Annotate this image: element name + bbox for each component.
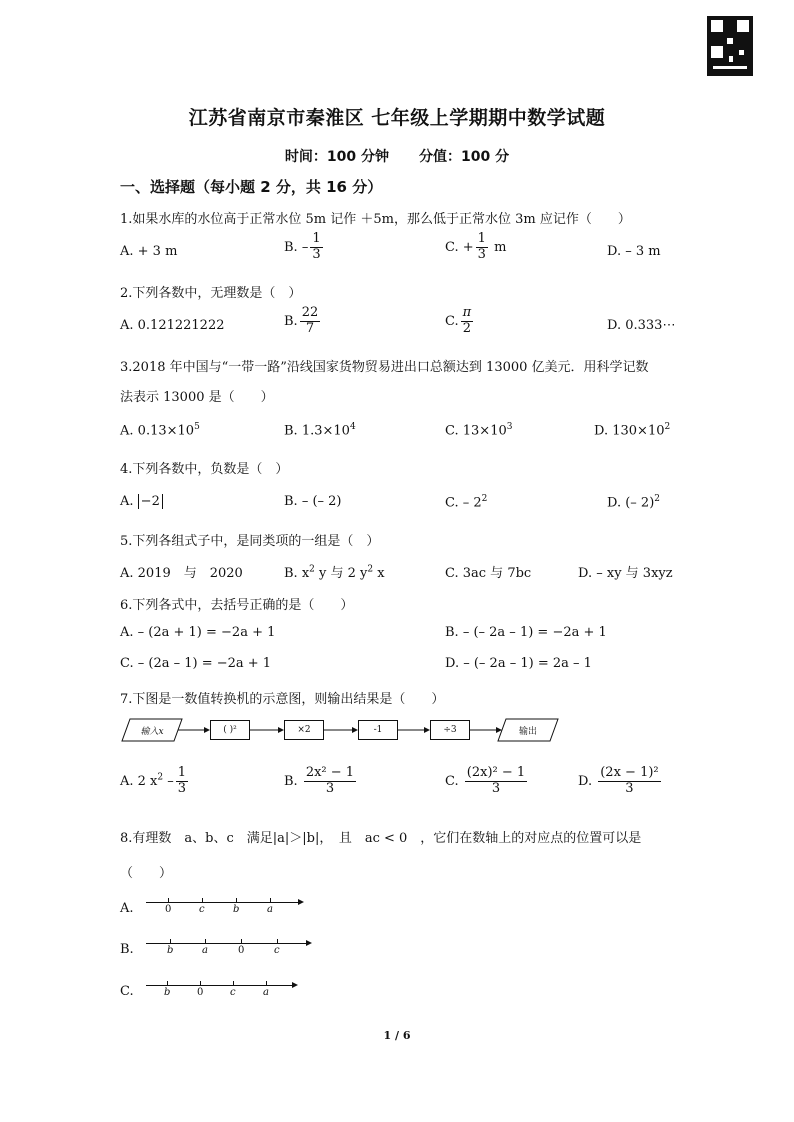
point-label: 0 [238,945,245,956]
q7-option-d: D. $\frac{\text{(2x − 1)²}}{3}$ [578,765,659,796]
point-label: b [233,904,240,915]
exam-time: 时间：100 分钟 [284,149,389,165]
question-4-stem: 4.下列各数中，负数是（ ） [120,462,289,477]
flowchart-arrows [120,716,560,746]
q2-option-b: B. $\frac{22}{7}$ [284,305,319,336]
q4-option-d: D. (– 2)$^2$ [607,494,661,511]
q8-number-line-c [146,979,306,1003]
q6-option-c: C. – (2a – 1) = −2a + 1 [120,656,272,671]
question-8-paren: （ ） [120,866,173,881]
q1-option-c: C. + $\frac{1}{3}$ m [445,231,507,262]
question-8-stem: 8.有理数 a、b、c 满足|a|＞|b|， 且 ac < 0 ，它们在数轴上的对应点的位置可以是 [120,831,642,846]
q5-option-a: A. 2019 与 2020 [120,566,243,581]
flow-step-minus-one: -1 [358,720,398,740]
point-label: b [164,987,171,998]
q4-option-b: B. – (– 2) [284,494,342,509]
q5-option-d: D. – xy 与 3xyz [578,566,673,581]
question-6-stem: 6.下列各式中，去括号正确的是（ ） [120,598,354,613]
point-label: c [274,945,280,956]
question-3-stem-line2: 法表示 13000 是（ ） [120,390,274,405]
question-2-stem: 2.下列各数中，无理数是（ ） [120,286,302,301]
point-label: a [263,987,269,998]
exam-info [0,146,794,166]
q2-option-d: D. 0.333⋯ [607,318,676,333]
q3-option-d: D. $130\times 10^2$ [594,422,671,439]
point-label: b [167,945,174,956]
flow-step-square: ( )² [210,720,250,740]
q4-option-a: A. −2 [120,494,163,509]
q2-option-c: C. $\frac{\pi}{2}$ [445,305,472,336]
q5-option-c: C. 3ac 与 7bc [445,566,532,581]
q3-option-a: A. $0.13\times 10^5$ [120,422,200,439]
q7-option-c: C. $\frac{\text{(2x)² − 1}}{3}$ [445,765,526,796]
q8-option-b-label: B. [120,942,134,957]
point-label: a [267,904,273,915]
q4-option-c: C. – $2^2$ [445,494,488,511]
point-label: 0 [165,904,172,915]
q7-option-b: B. $\frac{\text{2x² − 1}}{3}$ [284,765,355,796]
q2-option-a: A. 0.121221222 [120,318,225,333]
page-number: 1 / 6 [383,1029,411,1042]
q7-option-a: A. 2 $x^2$ – $\frac{1}{3}$ [120,765,187,796]
q6-option-a: A. – (2a + 1) = −2a + 1 [120,625,276,640]
question-5-stem: 5.下列各组式子中，是同类项的一组是（ ） [120,534,380,549]
q6-option-b: B. – (– 2a – 1) = −2a + 1 [445,625,607,640]
point-label: a [202,945,208,956]
q8-option-a-label: A. [120,901,134,916]
point-label: c [230,987,236,998]
q1-option-d: D. – 3 m [607,244,661,259]
question-1-stem: 1.如果水库的水位高于正常水位 5m 记作 ＋5m，那么低于正常水位 3m 应记作（ ） [120,212,631,227]
q5-option-b: B. $x^2$ y 与 2 $y^2$ x [284,564,385,581]
q3-option-b: B. $1.3\times 10^4$ [284,422,356,439]
conversion-flowchart [120,716,560,746]
flow-step-output: 输出 [518,726,537,737]
section-heading: 一、选择题（每小题 2 分，共 16 分） [120,178,383,196]
q8-number-line-a [146,896,306,920]
q1-option-a: A. + 3 m [120,244,178,259]
point-label: c [199,904,205,915]
q1-option-b: B. – $\frac{1}{3}$ [284,231,321,262]
flow-step-times-two: ×2 [284,720,324,740]
question-3-stem-line1: 3.2018 年中国与“一带一路”沿线国家货物贸易进出口总额达到 13000 亿美元．用科学记数 [120,360,649,375]
page-title: 江苏省南京市秦淮区 七年级上学期期中数学试题 [188,107,606,129]
point-label: 0 [197,987,204,998]
q6-option-d: D. – (– 2a – 1) = 2a – 1 [445,656,592,671]
question-7-stem: 7.下图是一数值转换机的示意图，则输出结果是（ ） [120,692,445,707]
q8-option-c-label: C. [120,984,134,999]
flow-step-divide-three: ÷3 [430,720,470,740]
flow-step-input: 输入x [140,726,164,737]
exam-score: 分值：100 分 [419,149,510,165]
q8-number-line-b [146,937,316,961]
qr-code [707,16,753,76]
q3-option-c: C. $13\times 10^3$ [445,422,513,439]
